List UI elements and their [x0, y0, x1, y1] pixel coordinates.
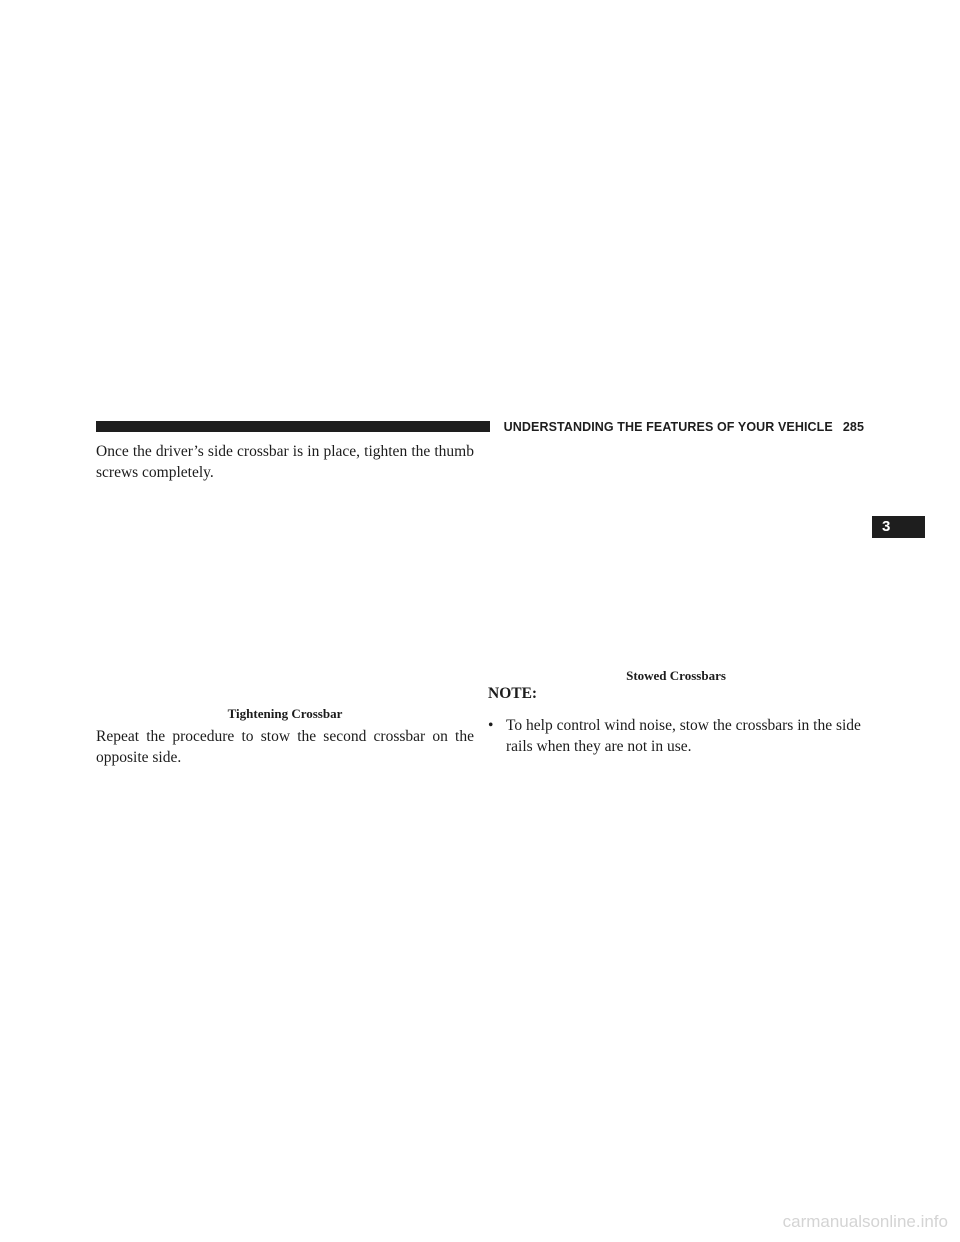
header-rule: [96, 421, 490, 432]
bullet-text: To help control wind noise, stow the crossbars in the side rails when they are not in use.: [506, 717, 861, 755]
watermark: carmanualsonline.info: [782, 1212, 948, 1231]
running-header: [500, 419, 864, 435]
list-item: [488, 715, 864, 757]
figure-caption: Tightening Crossbar: [227, 706, 343, 721]
bullet-marker: •: [488, 717, 494, 734]
page-number: 285: [842, 420, 864, 434]
section-title: UNDERSTANDING THE FEATURES OF YOUR VEHICLE: [503, 420, 833, 434]
body-paragraph: Repeat the procedure to stow the second crossbar on the opposite side.: [96, 728, 474, 766]
note-heading: NOTE:: [488, 685, 538, 702]
figure-caption: Stowed Crossbars: [626, 668, 726, 683]
body-paragraph: Once the driver’s side crossbar is in place, tighten the thumb screws completely.: [96, 443, 474, 481]
chapter-tab: 3: [872, 516, 925, 538]
